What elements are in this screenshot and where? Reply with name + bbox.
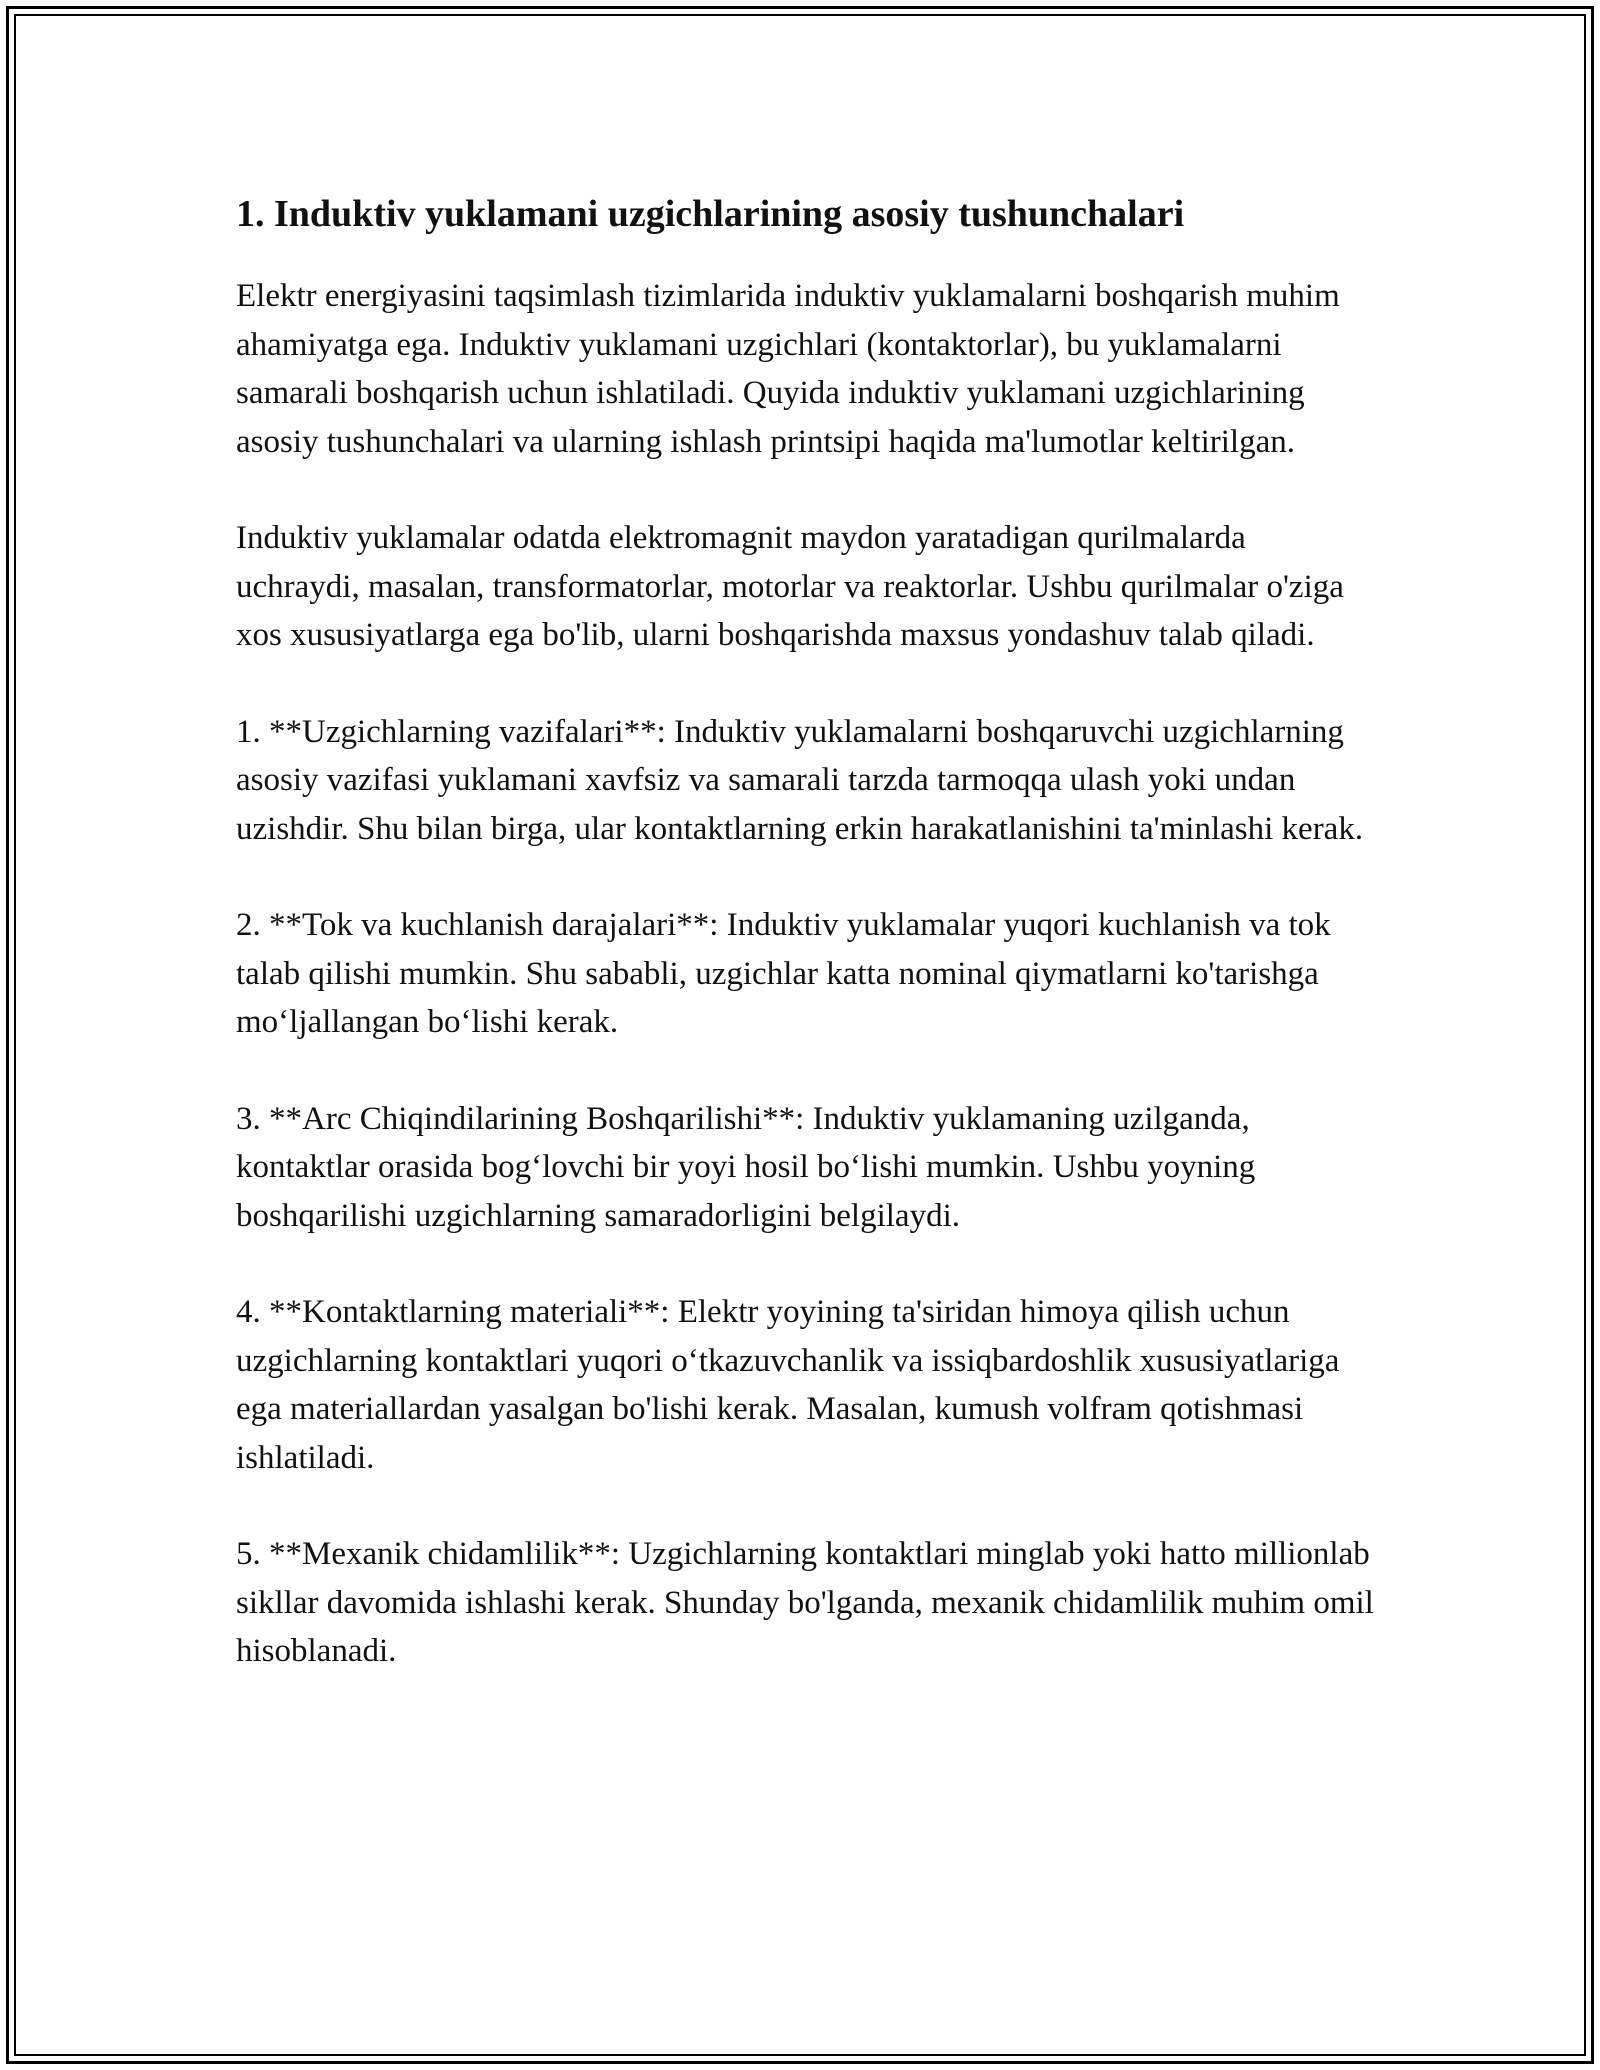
list-item-mechanical-durability: 5. **Mexanik chidamlilik**: Uzgichlarning kontaktlari minglab yoki hatto millionlab sikllar davomida ishlashi kerak. Shunday bo'lganda, mexanik chidamlilik muhim omil hisoblanadi. xyxy=(236,1536,1374,1669)
intro-paragraph: Elektr energiyasini taqsimlash tizimlarida induktiv yuklamalarni boshqarish muhim ahamiyatga ega. Induktiv yuklamani uzgichlari (kontaktorlar), bu yuklamalarni samarali boshqarish uchun ishlatiladi. Quyida induktiv yuklamani uzgichlarining asosiy tushunchalari va ularning ishlash printsipi haqida ma'lumotlar keltirilgan. xyxy=(236,278,1340,460)
list-item-functions: 1. **Uzgichlarning vazifalari**: Induktiv yuklamalarni boshqaruvchi uzgichlarning asosiy vazifasi yuklamani xavfsiz va samarali tarzda tarmoqqa ulash yoki undan uzishdir. Shu bilan birga, ular kontaktlarning erkin harakatlanishini ta'minlashi kerak. xyxy=(236,713,1364,847)
list-item-arc-control: 3. **Arc Chiqindilarining Boshqarilishi**: Induktiv yuklamaning uzilganda, kontaktlar orasida bog‘lovchi bir yoyi hosil bo‘lishi mumkin. Ushbu yoyning boshqarilishi uzgichlarning samaradorligini belgilaydi. xyxy=(236,1100,1256,1234)
section-heading: 1. Induktiv yuklamani uzgichlarining asosiy tushunchalari xyxy=(236,193,1185,235)
inductive-loads-paragraph: Induktiv yuklamalar odatda elektromagnit maydon yaratadigan qurilmalarda uchraydi, masalan, transformatorlar, motorlar va reaktorlar. Ushbu qurilmalar o'ziga xos xususiyatlarga ega bo'lib, ularni boshqarishda maxsus yondashuv talab qiladi. xyxy=(236,520,1344,653)
list-item-current-voltage: 2. **Tok va kuchlanish darajalari**: Induktiv yuklamalar yuqori kuchlanish va tok talab qilishi mumkin. Shu sababli, uzgichlar katta nominal qiymatlarni ko'tarishga mo‘ljallangan bo‘lishi kerak. xyxy=(236,907,1331,1040)
list-item-contact-material: 4. **Kontaktlarning materiali**: Elektr yoyining ta'siridan himoya qilish uchun uzgichlarning kontaktlari yuqori o‘tkazuvchanlik va issiqbardoshlik xususiyatlariga ega materiallardan yasalgan bo'lishi kerak. Masalan, kumush volfram qotishmasi ishlatiladi. xyxy=(236,1294,1340,1476)
document-body xyxy=(236,186,1376,1724)
